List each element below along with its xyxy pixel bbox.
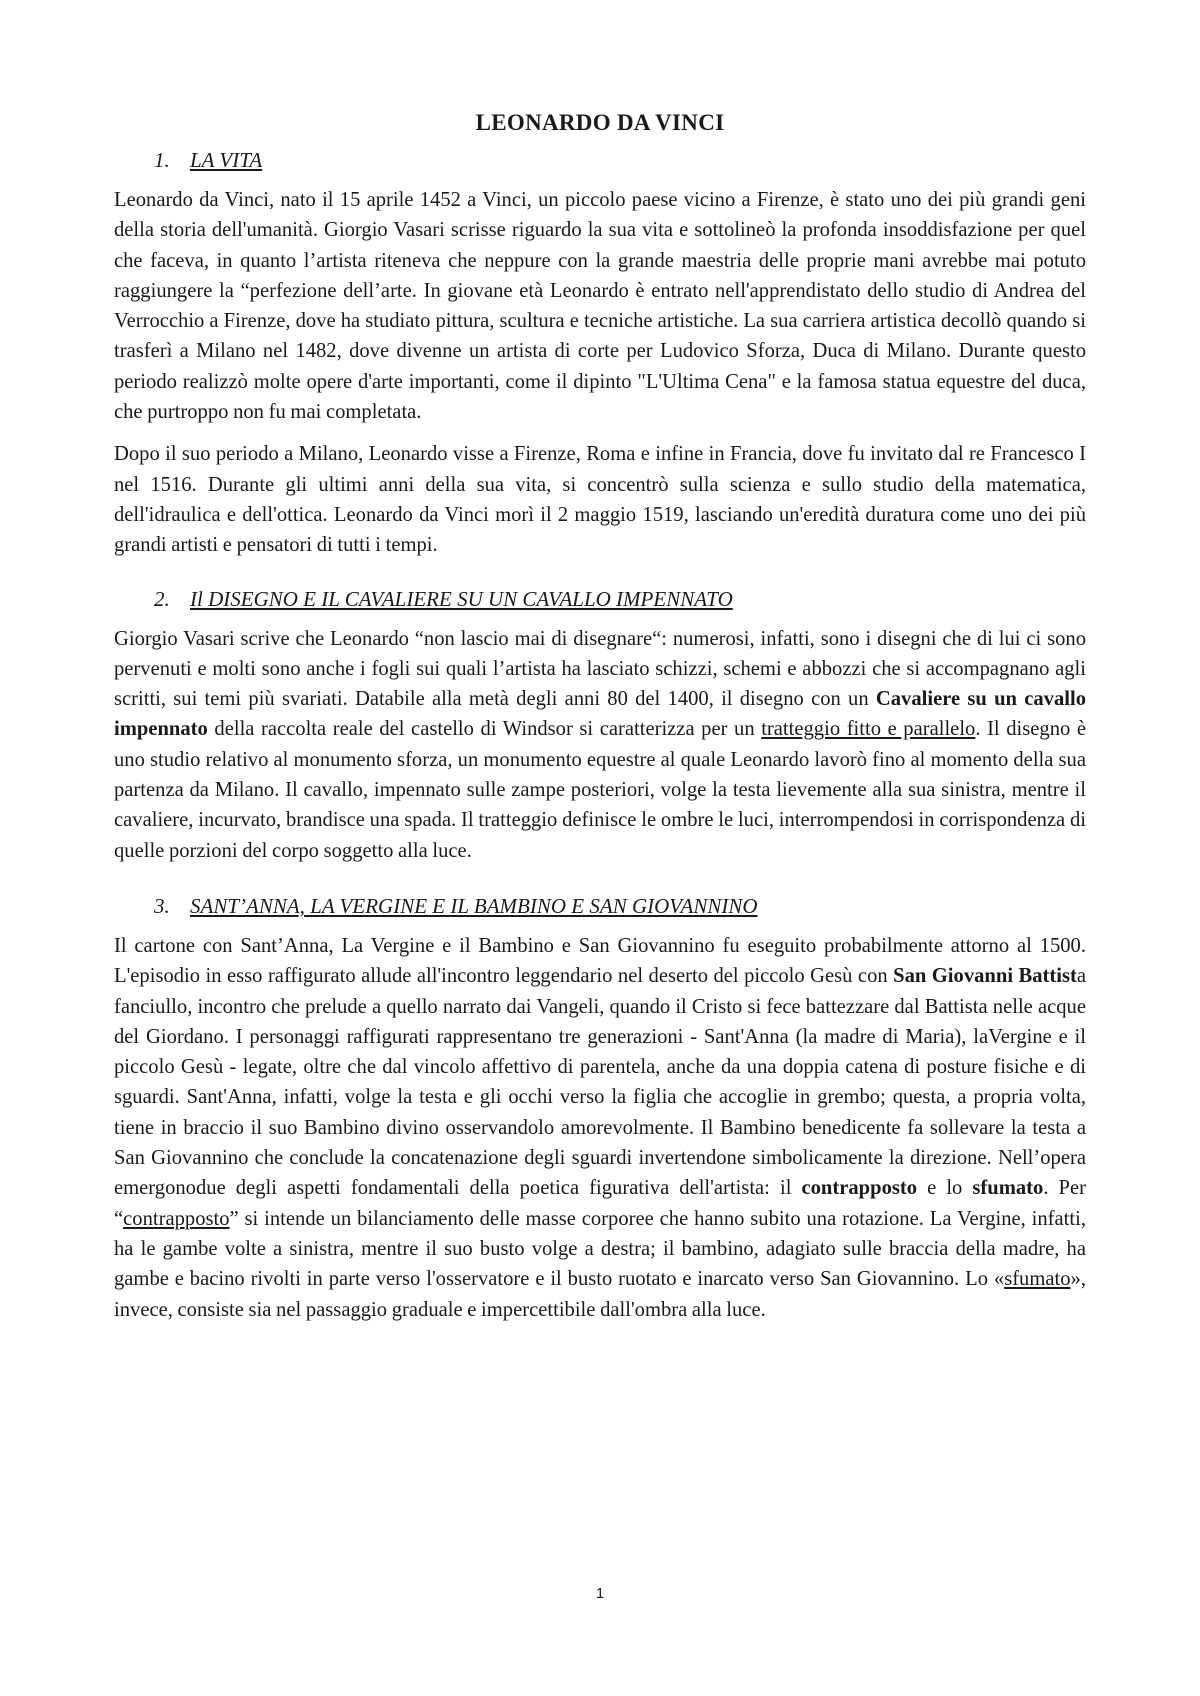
text-run: a fanciullo, incontro che prelude a quello narrato dai Vangeli, quando il Cristo si fece battezzare dal Battista nelle acque del Giordano. I personaggi raffigurati rappresentano tre generazioni - Sant'Anna (la madre di Maria), laVergine e il piccolo Gesù - legate, oltre che dal vincolo affettivo di parentela, anche da una doppia catena di posture fisiche e di sguardi. Sant'Anna, infatti, volge la testa e gli occhi verso la figlia che accoglie in grembo; questa, a propria volta, tiene in braccio il suo Bambino divino osservandolo amorevolmente. Il Bambino benedicente fa sollevare la testa a San Giovannino che conclude la concatenazione degli sguardi invertendone simbolicamente la direzione. Nell’opera emergonodue degli aspetti fondamentali della poetica figurativa dell'artista: il	[114, 965, 1086, 1200]
paragraph-vita-2: Dopo il suo periodo a Milano, Leonardo visse a Firenze, Roma e infine in Francia, dove fu invitato dal re Francesco I nel 1516. Durante gli ultimi anni della sua vita, si concentrò sulla scienza e sullo studio della matematica, dell'idraulica e dell'ottica. Leonardo da Vinci morì il 2 maggio 1519, lasciando un'eredità duratura come uno dei più grandi artisti e pensatori di tutti i tempi.	[114, 443, 1086, 557]
section-heading-disegno	[114, 587, 1086, 612]
text-run: Il cartone con Sant’Anna, La Vergine e il Bambino e San Giovannino fu eseguito probabilmente attorno al 1500. L'episodio in esso raffigurato allude all'incontro leggendario nel deserto del piccolo Gesù con	[114, 934, 1086, 988]
section-title: LA VITA	[190, 148, 263, 172]
bold-text: contrapposto	[801, 1177, 918, 1200]
underlined-text: sfumato	[1004, 1268, 1071, 1291]
section-heading-vita	[114, 148, 1086, 173]
text-run: . Per “	[114, 1177, 1087, 1230]
section-number: 1.	[154, 148, 170, 172]
paragraph-disegno	[114, 624, 1086, 866]
text-run: della raccolta reale del castello di Windsor si caratterizza per un	[207, 718, 762, 741]
text-run: . Il disegno è uno studio relativo al monumento sforza, un monumento equestre al quale Leonardo lavorò fino al momento della sua partenza da Milano. Il cavallo, impennato sulle zampe posteriori, volge la testa lievemente alla sua sinistra, mentre il cavaliere, incurvato, brandisce una spada. Il tratteggio definisce le ombre le luci, interrompendosi in corrispondenza di quelle porzioni del corpo soggetto alla luce.	[114, 718, 1086, 862]
page-number: 1	[595, 1585, 605, 1602]
section-title: SANT’ANNA, LA VERGINE E IL BAMBINO E SAN GIOVANNINO	[190, 893, 758, 918]
section-number: 2.	[154, 586, 170, 611]
section-heading-santanna	[114, 894, 1086, 919]
text-run: ” si intende un bilanciamento delle masse corporee che hanno subito una rotazione. La Vergine, infatti, ha le gambe volte a sinistra, mentre il suo busto volge a destra; il bambino, adagiato sulle braccia della madre, ha gambe e bacino rivolti in parte verso l'osservatore e il busto ruotato e inarcato verso San Giovannino. Lo «	[114, 1207, 1086, 1291]
section-number: 3.	[154, 893, 170, 918]
underlined-text: tratteggio fitto e parallelo	[761, 718, 976, 741]
paragraph-santanna	[114, 931, 1086, 1325]
text-run: Giorgio Vasari scrive che Leonardo “non lascio mai di disegnare“: numerosi, infatti, sono i disegni che di lui ci sono pervenuti e molti sono anche i fogli sui quali l’artista ha lasciato schizzi, schemi e abbozzi che si accompagnano agli scritti, sui temi più svariati. Databile alla metà degli anni 80 del 1400, il disegno con un	[114, 627, 1086, 711]
section-title: Il DISEGNO E IL CAVALIERE SU UN CAVALLO IMPENNATO	[190, 586, 733, 611]
document-title: LEONARDO DA VINCI	[475, 110, 725, 135]
text-run: », invece, consiste sia nel passaggio graduale e impercettibile dall'ombra alla luce.	[114, 1268, 1086, 1321]
text-run: e lo	[917, 1177, 973, 1200]
bold-text: sfumato	[972, 1177, 1044, 1200]
bold-text: Cavaliere su un cavallo impennato	[114, 688, 1086, 741]
paragraph-vita-1: Leonardo da Vinci, nato il 15 aprile 1452 a Vinci, un piccolo paese vicino a Firenze, è stato uno dei più grandi geni della storia dell'umanità. Giorgio Vasari scrisse riguardo la sua vita e sottolineò la profonda insoddisfazione per quel che faceva, in quanto l’artista riteneva che neppure con la grande maestria delle proprie mani avrebbe mai potuto raggiungere la “perfezione dell’arte. In giovane età Leonardo è entrato nell'apprendistato dello studio di Andrea del Verrocchio a Firenze, dove ha studiato pittura, scultura e tecniche artistiche. La sua carriera artistica decollò quando si trasferì a Milano nel 1482, dove divenne un artista di corte per Ludovico Sforza, Duca di Milano. Durante questo periodo realizzò molte opere d'arte importanti, come il dipinto "L'Ultima Cena" e la famosa statua equestre del duca, che purtroppo non fu mai completata.	[114, 189, 1086, 424]
underlined-text: contrapposto	[123, 1207, 230, 1230]
bold-text: San Giovanni Battist	[893, 965, 1077, 988]
